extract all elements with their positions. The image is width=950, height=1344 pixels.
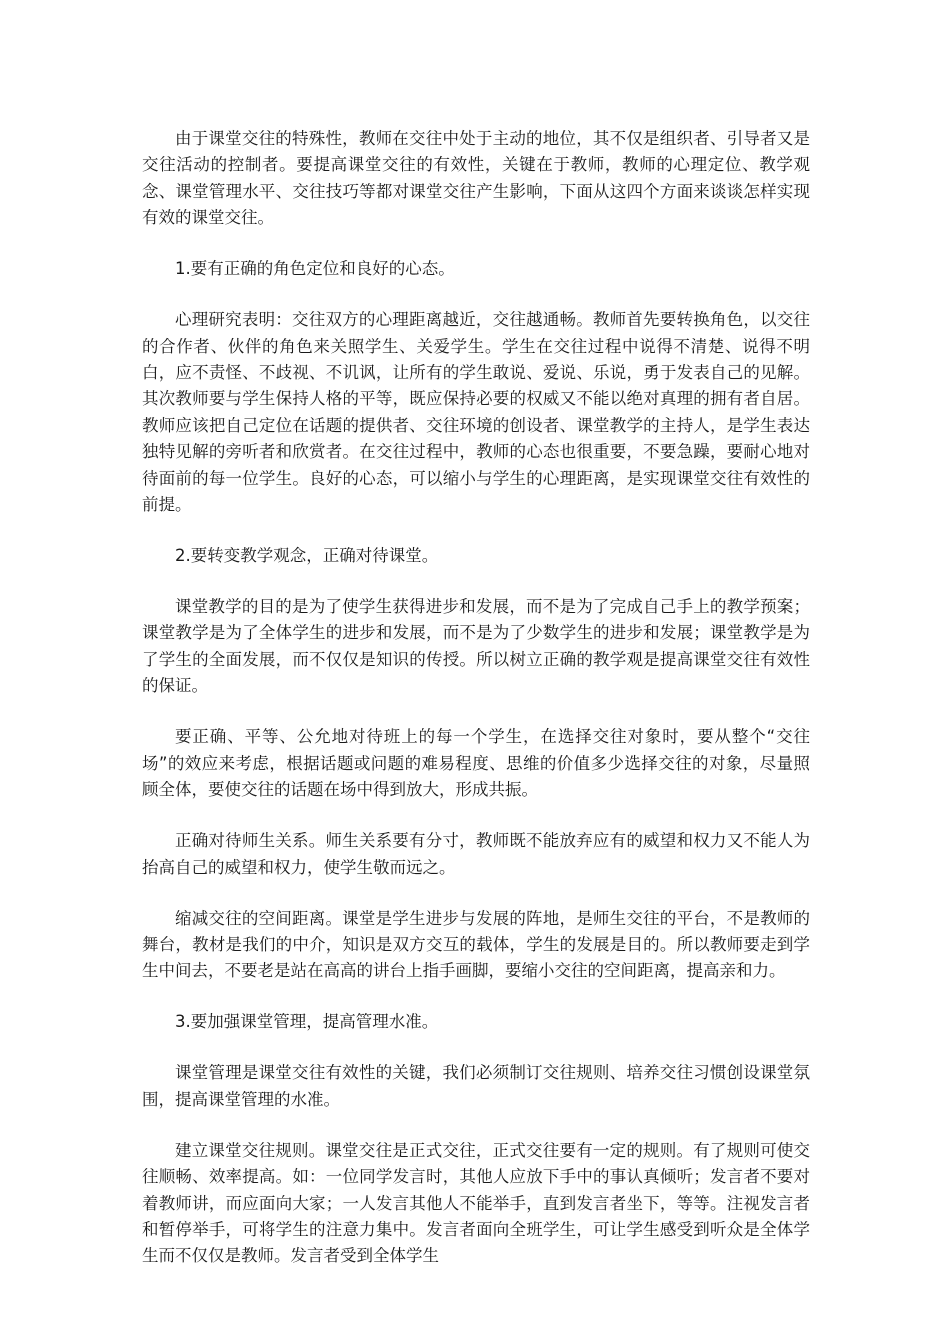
document-body [142,126,810,1294]
section-2-paragraph-1: 课堂教学的目的是为了使学生获得进步和发展，而不是为了完成自己手上的教学预案；课堂教学是为了全体学生的进步和发展，而不是为了少数学生的进步和发展；课堂教学是为了学生的全面发展，而不仅仅是知识的传授。所以树立正确的教学观是提高课堂交往有效性的保证。 [142,597,810,696]
section-2-paragraph-4: 缩减交往的空间距离。课堂是学生进步与发展的阵地，是师生交往的平台，不是教师的舞台，教材是我们的中介，知识是双方交互的载体，学生的发展是目的。所以教师要走到学生中间去，不要老是站在高高的讲台上指手画脚，要缩小交往的空间距离，提高亲和力。 [142,908,810,981]
section-1-paragraph: 心理研究表明：交往双方的心理距离越近，交往越通畅。教师首先要转换角色，以交往的合作者、伙伴的角色来关照学生、关爱学生。学生在交往过程中说得不清楚、说得不明白，应不责怪、不歧视、不讥讽，让所有的学生敢说、爱说、乐说，勇于发表自己的见解。其次教师要与学生保持人格的平等，既应保持必要的权威又不能以绝对真理的拥有者自居。教师应该把自己定位在话题的提供者、交往环境的创设者、课堂教学的主持人，是学生表达独特见解的旁听者和欣赏者。在交往过程中，教师的心态也很重要，不要急躁，要耐心地对待面前的每一位学生。良好的心态，可以缩小与学生的心理距离，是实现课堂交往有效性的前提。 [142,310,810,515]
intro-paragraph: 由于课堂交往的特殊性，教师在交往中处于主动的地位，其不仅是组织者、引导者又是交往活动的控制者。要提高课堂交往的有效性，关键在于教师，教师的心理定位、教学观念、课堂管理水平、交往技巧等都对课堂交往产生影响，下面从这四个方面来谈谈怎样实现有效的课堂交往。 [142,129,810,228]
section-3-heading: 3.要加强课堂管理，提高管理水准。 [175,1012,439,1032]
section-2-heading: 2.要转变教学观念，正确对待课堂。 [175,546,439,566]
section-2-paragraph-2: 要正确、平等、公允地对待班上的每一个学生，在选择交往对象时，要从整个“交往场”的效应来考虑，根据话题或问题的难易程度、思维的价值多少选择交往的对象，尽量照顾全体，要使交往的话题在场中得到放大，形成共振。 [142,727,810,800]
section-1-heading: 1.要有正确的角色定位和良好的心态。 [175,259,455,279]
section-2-paragraph-3: 正确对待师生关系。师生关系要有分寸，教师既不能放弃应有的威望和权力又不能人为抬高自己的威望和权力，使学生敬而远之。 [142,831,810,877]
section-3-paragraph-2: 建立课堂交往规则。课堂交往是正式交往，正式交往要有一定的规则。有了规则可使交往顺畅、效率提高。如：一位同学发言时，其他人应放下手中的事认真倾听；发言者不要对着教师讲，而应面向大家；一人发言其他人不能举手，直到发言者坐下，等等。注视发言者和暂停举手，可将学生的注意力集中。发言者面向全班学生，可让学生感受到听众是全体学生而不仅仅是教师。发言者受到全体学生 [142,1140,810,1266]
section-3-paragraph-1: 课堂管理是课堂交往有效性的关键，我们必须制订交往规则、培养交往习惯创设课堂氛围，提高课堂管理的水准。 [142,1063,810,1109]
